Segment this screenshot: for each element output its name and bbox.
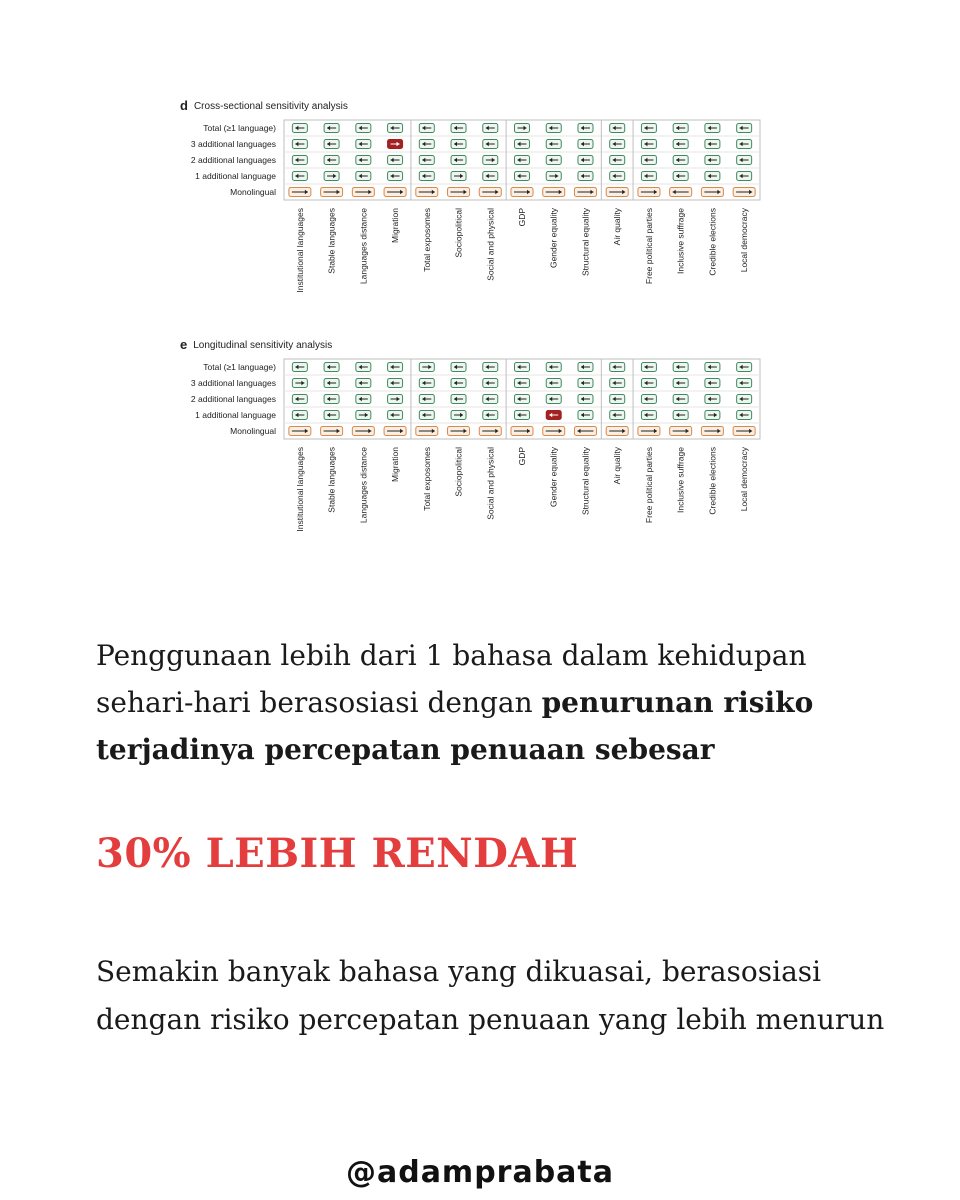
- column-label: Social and physical: [485, 447, 496, 520]
- column-label: Sociopolitical: [453, 447, 464, 497]
- column-label: Air quality: [612, 208, 623, 246]
- headline-percentage: 30% LEBIH RENDAH: [96, 830, 579, 877]
- column-label: Free political parties: [643, 447, 654, 524]
- column-label: Air quality: [612, 447, 623, 485]
- panel-title: [180, 98, 348, 116]
- panel-title: [180, 337, 332, 355]
- column-label: Gender equality: [548, 447, 559, 508]
- intro-paragraph: [96, 632, 896, 773]
- column-label: Inclusive suffrage: [675, 207, 686, 274]
- column-label: GDP: [517, 208, 527, 227]
- row-label: 3 additional languages: [190, 378, 276, 388]
- row-label: Monolingual: [230, 187, 276, 197]
- closing-paragraph: Semakin banyak bahasa yang dikuasai, berasosiasi dengan risiko percepatan penuaan yang lebih menurun: [96, 955, 885, 1036]
- column-label: Social and physical: [485, 208, 496, 281]
- row-label: Monolingual: [230, 426, 276, 436]
- column-label: Free political parties: [643, 208, 654, 285]
- sensitivity-grid-e: [180, 355, 780, 570]
- row-label: 3 additional languages: [190, 139, 276, 149]
- intro-text: Penggunaan lebih dari 1 bahasa dalam kehidupan sehari-hari berasosiasi dengan: [96, 639, 807, 719]
- column-label: Stable languages: [326, 208, 337, 274]
- row-label: 2 additional languages: [190, 155, 276, 165]
- column-label: Gender equality: [548, 208, 559, 269]
- column-label: Sociopolitical: [453, 208, 464, 258]
- panel-title-text: Cross-sectional sensitivity analysis: [193, 101, 348, 112]
- intro-bold-text: penurunan risiko terjadinya percepatan penuaan sebesar: [96, 686, 814, 766]
- column-label: Local democracy: [739, 208, 750, 273]
- column-label: Total exposomes: [421, 447, 432, 511]
- row-label: 1 additional language: [195, 410, 276, 420]
- column-label: Languages distance: [358, 207, 369, 285]
- column-label: Total exposomes: [421, 207, 432, 272]
- column-label: Inclusive suffrage: [675, 446, 686, 513]
- column-label: Structural equality: [580, 208, 591, 277]
- column-label: Migration: [390, 208, 401, 243]
- sensitivity-grid-d: [180, 116, 780, 331]
- row-label: 1 additional language: [195, 171, 276, 181]
- column-label: Credible elections: [707, 208, 718, 276]
- column-label: Credible elections: [707, 447, 718, 515]
- row-label: Total (≥1 language): [203, 123, 276, 133]
- panel-letter: e: [180, 337, 188, 352]
- column-label: GDP: [517, 447, 527, 466]
- panel-title-text: Longitudinal sensitivity analysis: [193, 340, 333, 351]
- column-label: Stable languages: [326, 447, 337, 513]
- column-label: Local democracy: [739, 447, 750, 512]
- column-label: Migration: [390, 447, 401, 482]
- author-handle: @adamprabata: [345, 1155, 615, 1190]
- column-label: Institutional languages: [294, 208, 305, 293]
- row-label: 2 additional languages: [190, 394, 276, 404]
- panel-letter: d: [180, 98, 188, 113]
- column-label: Institutional languages: [294, 447, 305, 532]
- column-label: Structural equality: [580, 447, 591, 516]
- column-label: Languages distance: [358, 447, 369, 524]
- row-label: Total (≥1 language): [203, 362, 276, 372]
